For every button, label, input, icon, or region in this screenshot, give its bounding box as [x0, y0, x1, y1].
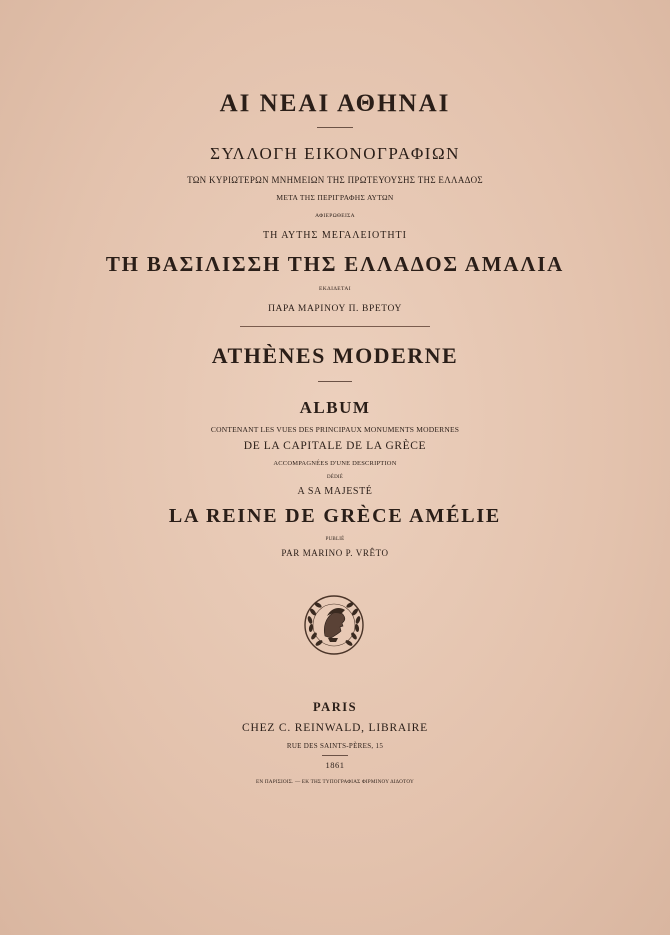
athena-medallion-icon [301, 592, 367, 658]
french-line-6: PUBLIÉ [325, 537, 345, 542]
french-line-5: A SA MAJESTÉ [297, 486, 373, 497]
french-album: ALBUM [299, 398, 371, 417]
greek-line-3: ΑΦΙΕΡΩΘΕΙΣΑ [315, 213, 355, 219]
french-line-1: CONTENANT LES VUES DES PRINCIPAUX MONUMENTS MODERNES [210, 425, 460, 434]
french-dedicatee: LA REINE DE GRÈCE AMÉLIE [168, 505, 502, 527]
greek-line-2: ΜΕΤΑ ΤΗΣ ΠΕΡΙΓΡΑΦΗΣ ΑΥΤΩΝ [276, 193, 394, 202]
french-title: ATHÈNES MODERNE [211, 343, 459, 368]
french-publisher: PAR MARINO P. VRÊTO [281, 548, 389, 558]
greek-line-1: ΤΩΝ ΚΥΡΙΩΤΕΡΩΝ ΜΝΗΜΕΙΩΝ ΤΗΣ ΠΡΩΤΕΥΟΥΣΗΣ ΤΗΣ ΕΛΛΑΔΟΣ [187, 175, 483, 185]
divider-2 [240, 326, 430, 327]
french-line-4: DÉDIÉ [327, 475, 343, 480]
divider-1 [317, 127, 353, 128]
imprint-city: PARIS [312, 700, 358, 714]
imprint-address: RUE DES SAINTS-PÈRES, 15 [286, 742, 384, 750]
imprint-house: CHEZ C. REINWALD, LIBRAIRE [242, 722, 428, 734]
greek-subtitle: ΣΥΛΛΟΓΗ ΕΙΚΟΝΟΓΡΑΦΙΩΝ [210, 144, 460, 163]
imprint-year: 1861 [325, 760, 345, 770]
imprint-printer: ΕΝ ΠΑΡΙΣΙΟΙΣ. — ΕΚ ΤΗΣ ΤΥΠΟΓΡΑΦΙΑΣ ΦΙΡΜΙΝΟΥ ΔΙΔΟΤΟΥ [256, 779, 414, 785]
divider-3 [318, 381, 352, 382]
french-line-3: ACCOMPAGNÉES D'UNE DESCRIPTION [273, 460, 397, 467]
greek-publisher: ΠΑΡΑ ΜΑΡΙΝΟΥ Π. ΒΡΕΤΟΥ [268, 304, 402, 314]
greek-dedicatee: ΤΗ ΒΑΣΙΛΙΣΣΗ ΤΗΣ ΕΛΛΑΔΟΣ ΑΜΑΛΙΑ [105, 252, 565, 276]
french-line-2: DE LA CAPITALE DE LA GRÈCE [243, 440, 427, 452]
greek-line-5: ΕΚΔΙΔΕΤΑΙ [319, 286, 351, 292]
greek-line-4: ΤΗ ΑΥΤΗΣ ΜΕΓΑΛΕΙΟΤΗΤΙ [263, 230, 407, 241]
greek-title: ΑΙ ΝΕΑΙ ΑΘΗΝΑΙ [219, 90, 451, 117]
divider-4 [322, 755, 348, 756]
